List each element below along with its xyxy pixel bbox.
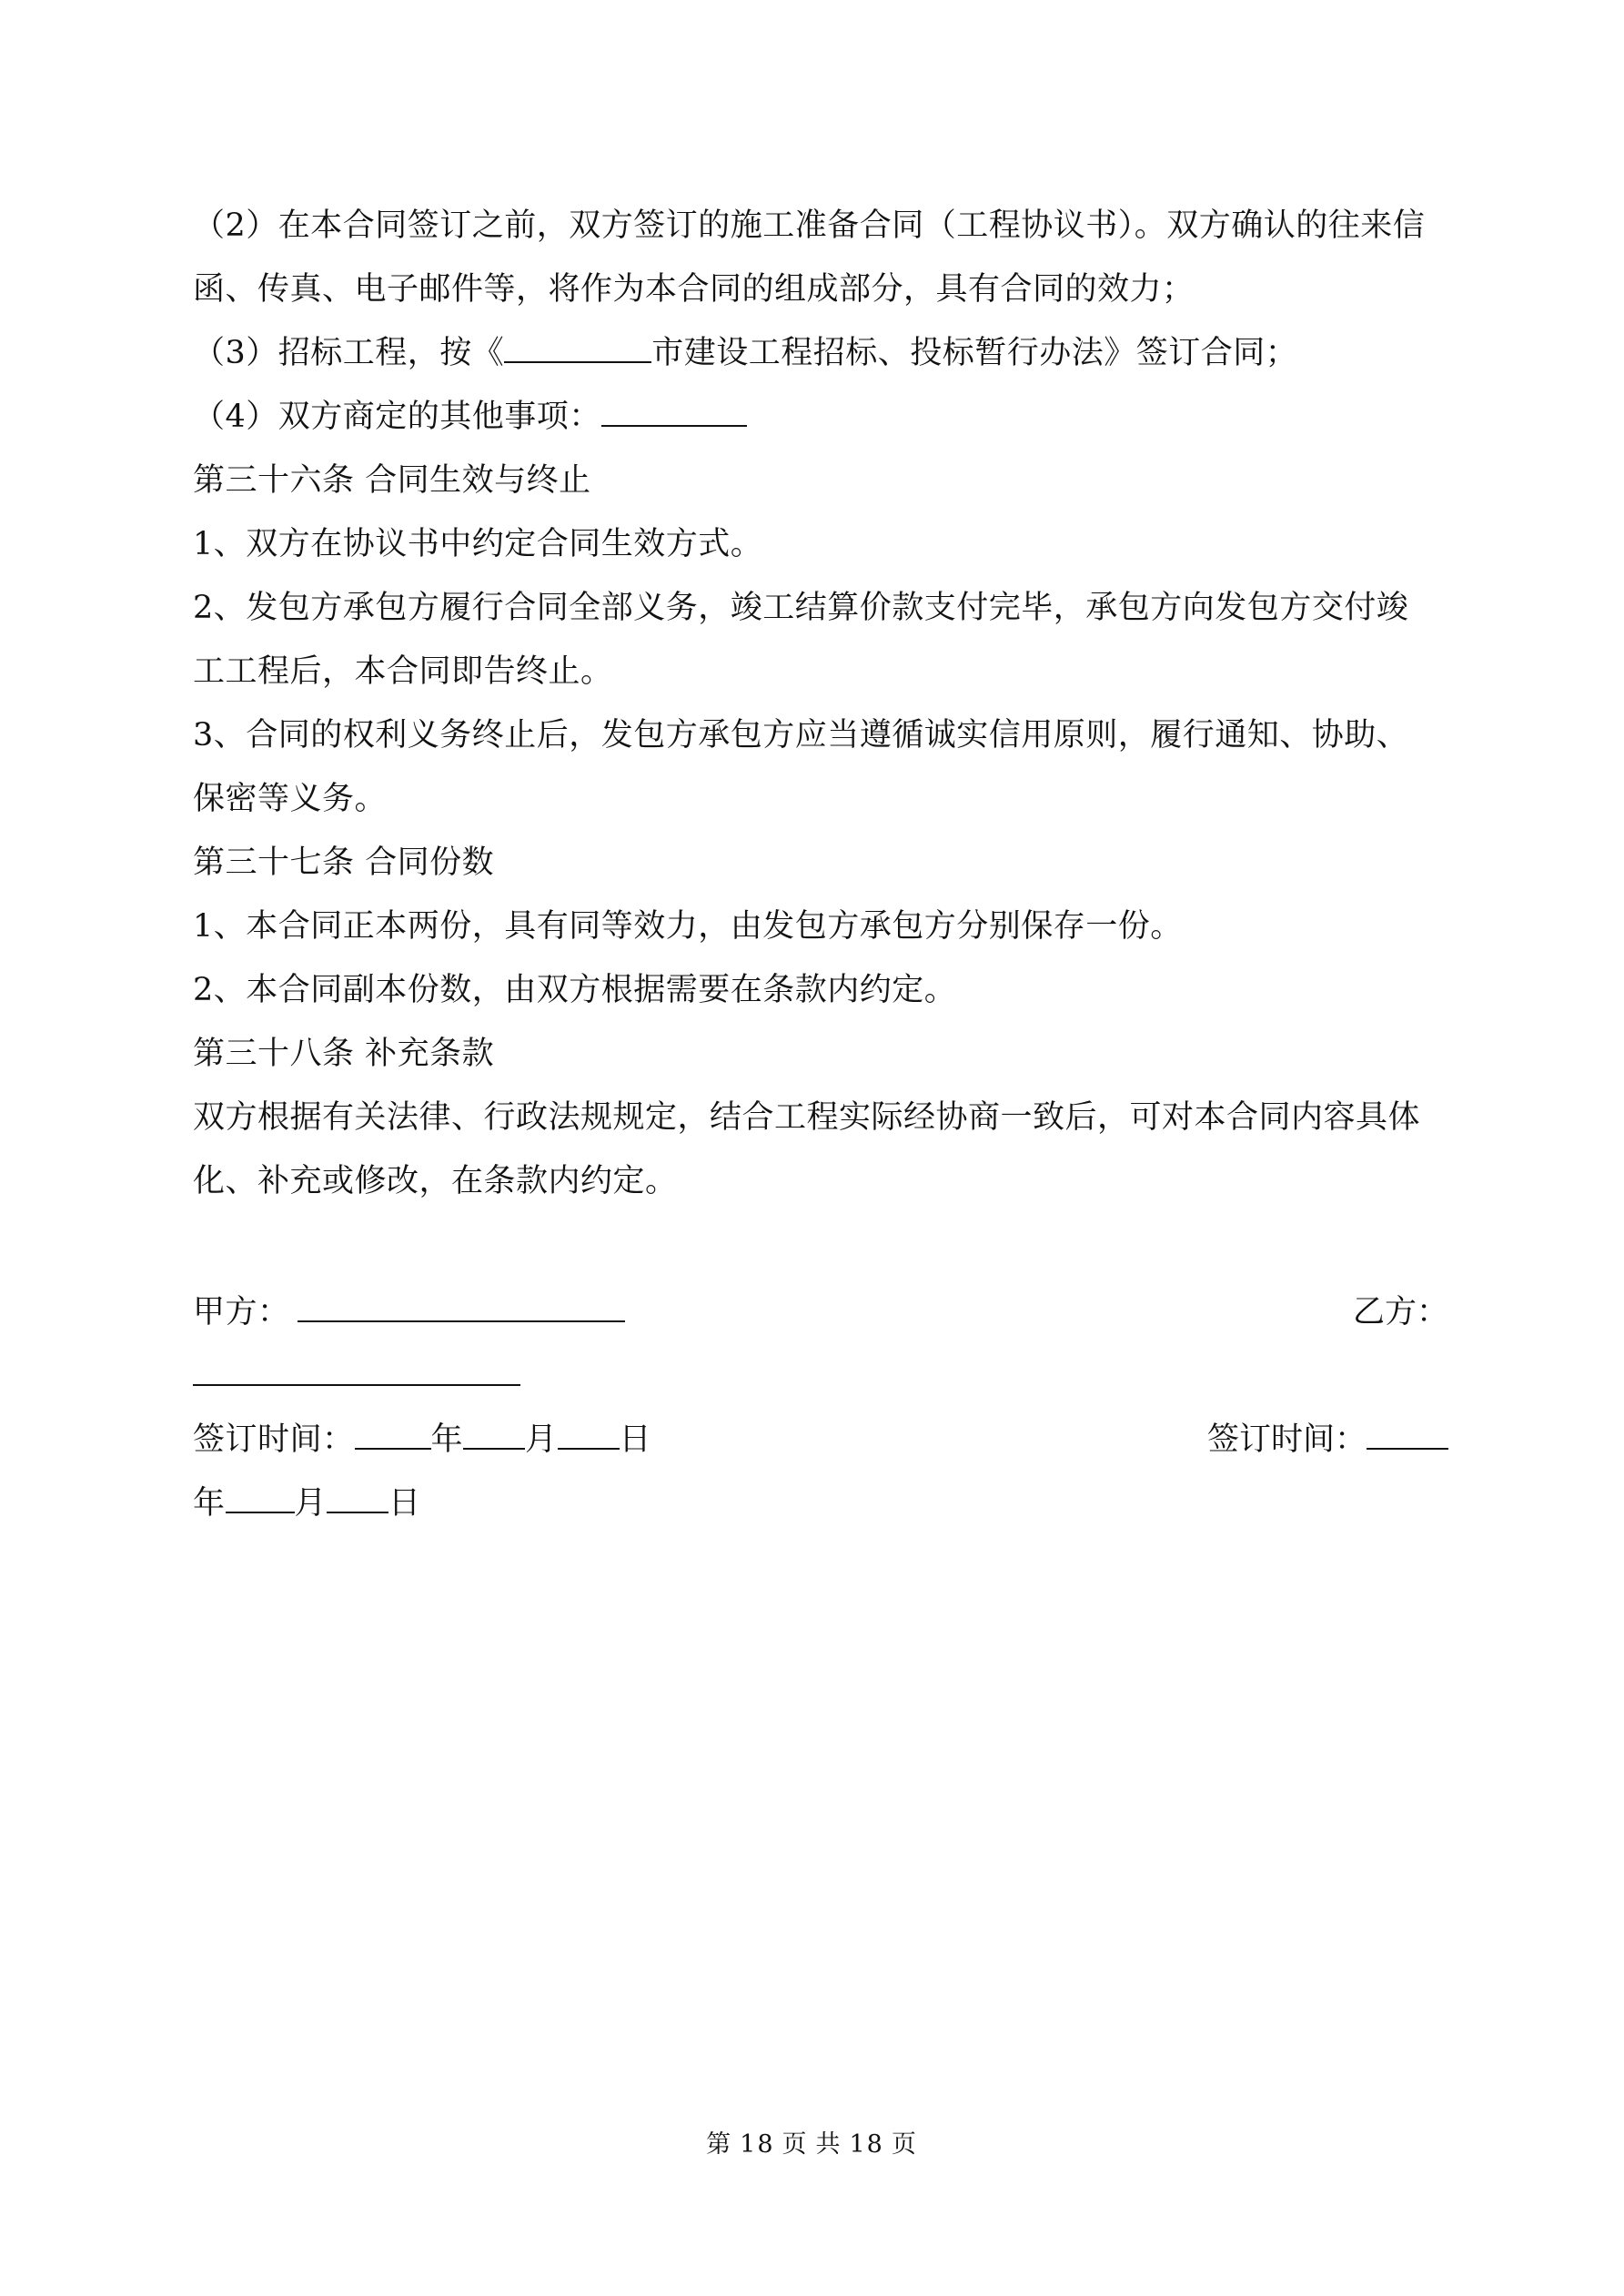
footer-prefix: 第: [706, 2130, 733, 2159]
sign-time-label: 签订时间：: [1206, 1421, 1367, 1458]
blank-line: [463, 1421, 525, 1450]
page-footer: [0, 2129, 1624, 2160]
month-label: 月: [525, 1421, 558, 1458]
blank-line: [355, 1421, 431, 1450]
paragraph-line: 1、本合同正本两份，具有同等效力，由发包方承包方分别保存一份。: [193, 908, 1183, 945]
blank-line: [601, 398, 747, 427]
clause-text: （3）招标工程，按《: [193, 335, 505, 371]
paragraph-line: 2、本合同副本份数，由双方根据需要在条款内约定。: [193, 972, 957, 1008]
month-label: 月: [294, 1485, 328, 1522]
blank-line: [558, 1421, 620, 1450]
paragraph-line: 保密等义务。: [193, 781, 388, 817]
section-heading: 第三十七条 合同份数: [193, 845, 495, 881]
party-a-label: 甲方：: [193, 1294, 290, 1330]
blank-line: [226, 1484, 295, 1513]
party-a-sign-time: [193, 1420, 739, 1460]
clause-text: 市建设工程招标、投标暂行办法》签订合同；: [651, 335, 1298, 371]
day-label: 日: [619, 1421, 652, 1458]
blank-line: [298, 1293, 625, 1322]
year-label: 年: [193, 1485, 226, 1522]
party-a-signature: [193, 1292, 739, 1332]
paragraph-line: 化、补充或修改，在条款内约定。: [193, 1163, 678, 1199]
blank-line: [504, 334, 651, 363]
party-b-sign-date: [193, 1483, 739, 1523]
clause-text: （4）双方商定的其他事项：: [193, 399, 601, 435]
footer-page-word: 页: [782, 2130, 809, 2159]
day-label: 日: [388, 1485, 421, 1522]
section-heading: 第三十六条 合同生效与终止: [193, 462, 591, 499]
paragraph-line: 2、发包方承包方履行合同全部义务，竣工结算价款支付完毕，承包方向发包方交付竣: [193, 590, 1409, 626]
party-b-label: 乙方：: [1352, 1294, 1448, 1330]
paragraph-line: [193, 333, 1448, 373]
blank-line: [327, 1484, 388, 1513]
paragraph-line: 双方根据有关法律、行政法规规定，结合工程实际经协商一致后，可对本合同内容具体: [193, 1099, 1421, 1136]
party-b-signature-line: [193, 1356, 739, 1396]
total-pages-number: 18: [849, 2130, 884, 2159]
paragraph-line: （2）在本合同签订之前，双方签订的施工准备合同（工程协议书）。双方确认的往来信: [193, 207, 1426, 244]
paragraph-line: 函、传真、电子邮件等，将作为本合同的组成部分，具有合同的效力；: [193, 271, 1195, 308]
year-label: 年: [430, 1421, 464, 1458]
footer-total-word: 共: [815, 2130, 842, 2159]
section-heading: 第三十八条 补充条款: [193, 1036, 495, 1072]
blank-line: [193, 1357, 520, 1386]
paragraph-line: 3、合同的权利义务终止后，发包方承包方应当遵循诚实信用原则，履行通知、协助、: [193, 717, 1409, 754]
current-page-number: 18: [740, 2130, 775, 2159]
paragraph-line: [193, 397, 1448, 437]
party-b-sign-time: [1207, 1420, 1448, 1460]
blank-line: [1367, 1421, 1448, 1450]
footer-suffix: 页: [891, 2130, 918, 2159]
paragraph-line: 工工程后，本合同即告终止。: [193, 653, 613, 690]
paragraph-line: 1、双方在协议书中约定合同生效方式。: [193, 526, 763, 562]
sign-time-label: 签订时间：: [193, 1421, 355, 1458]
